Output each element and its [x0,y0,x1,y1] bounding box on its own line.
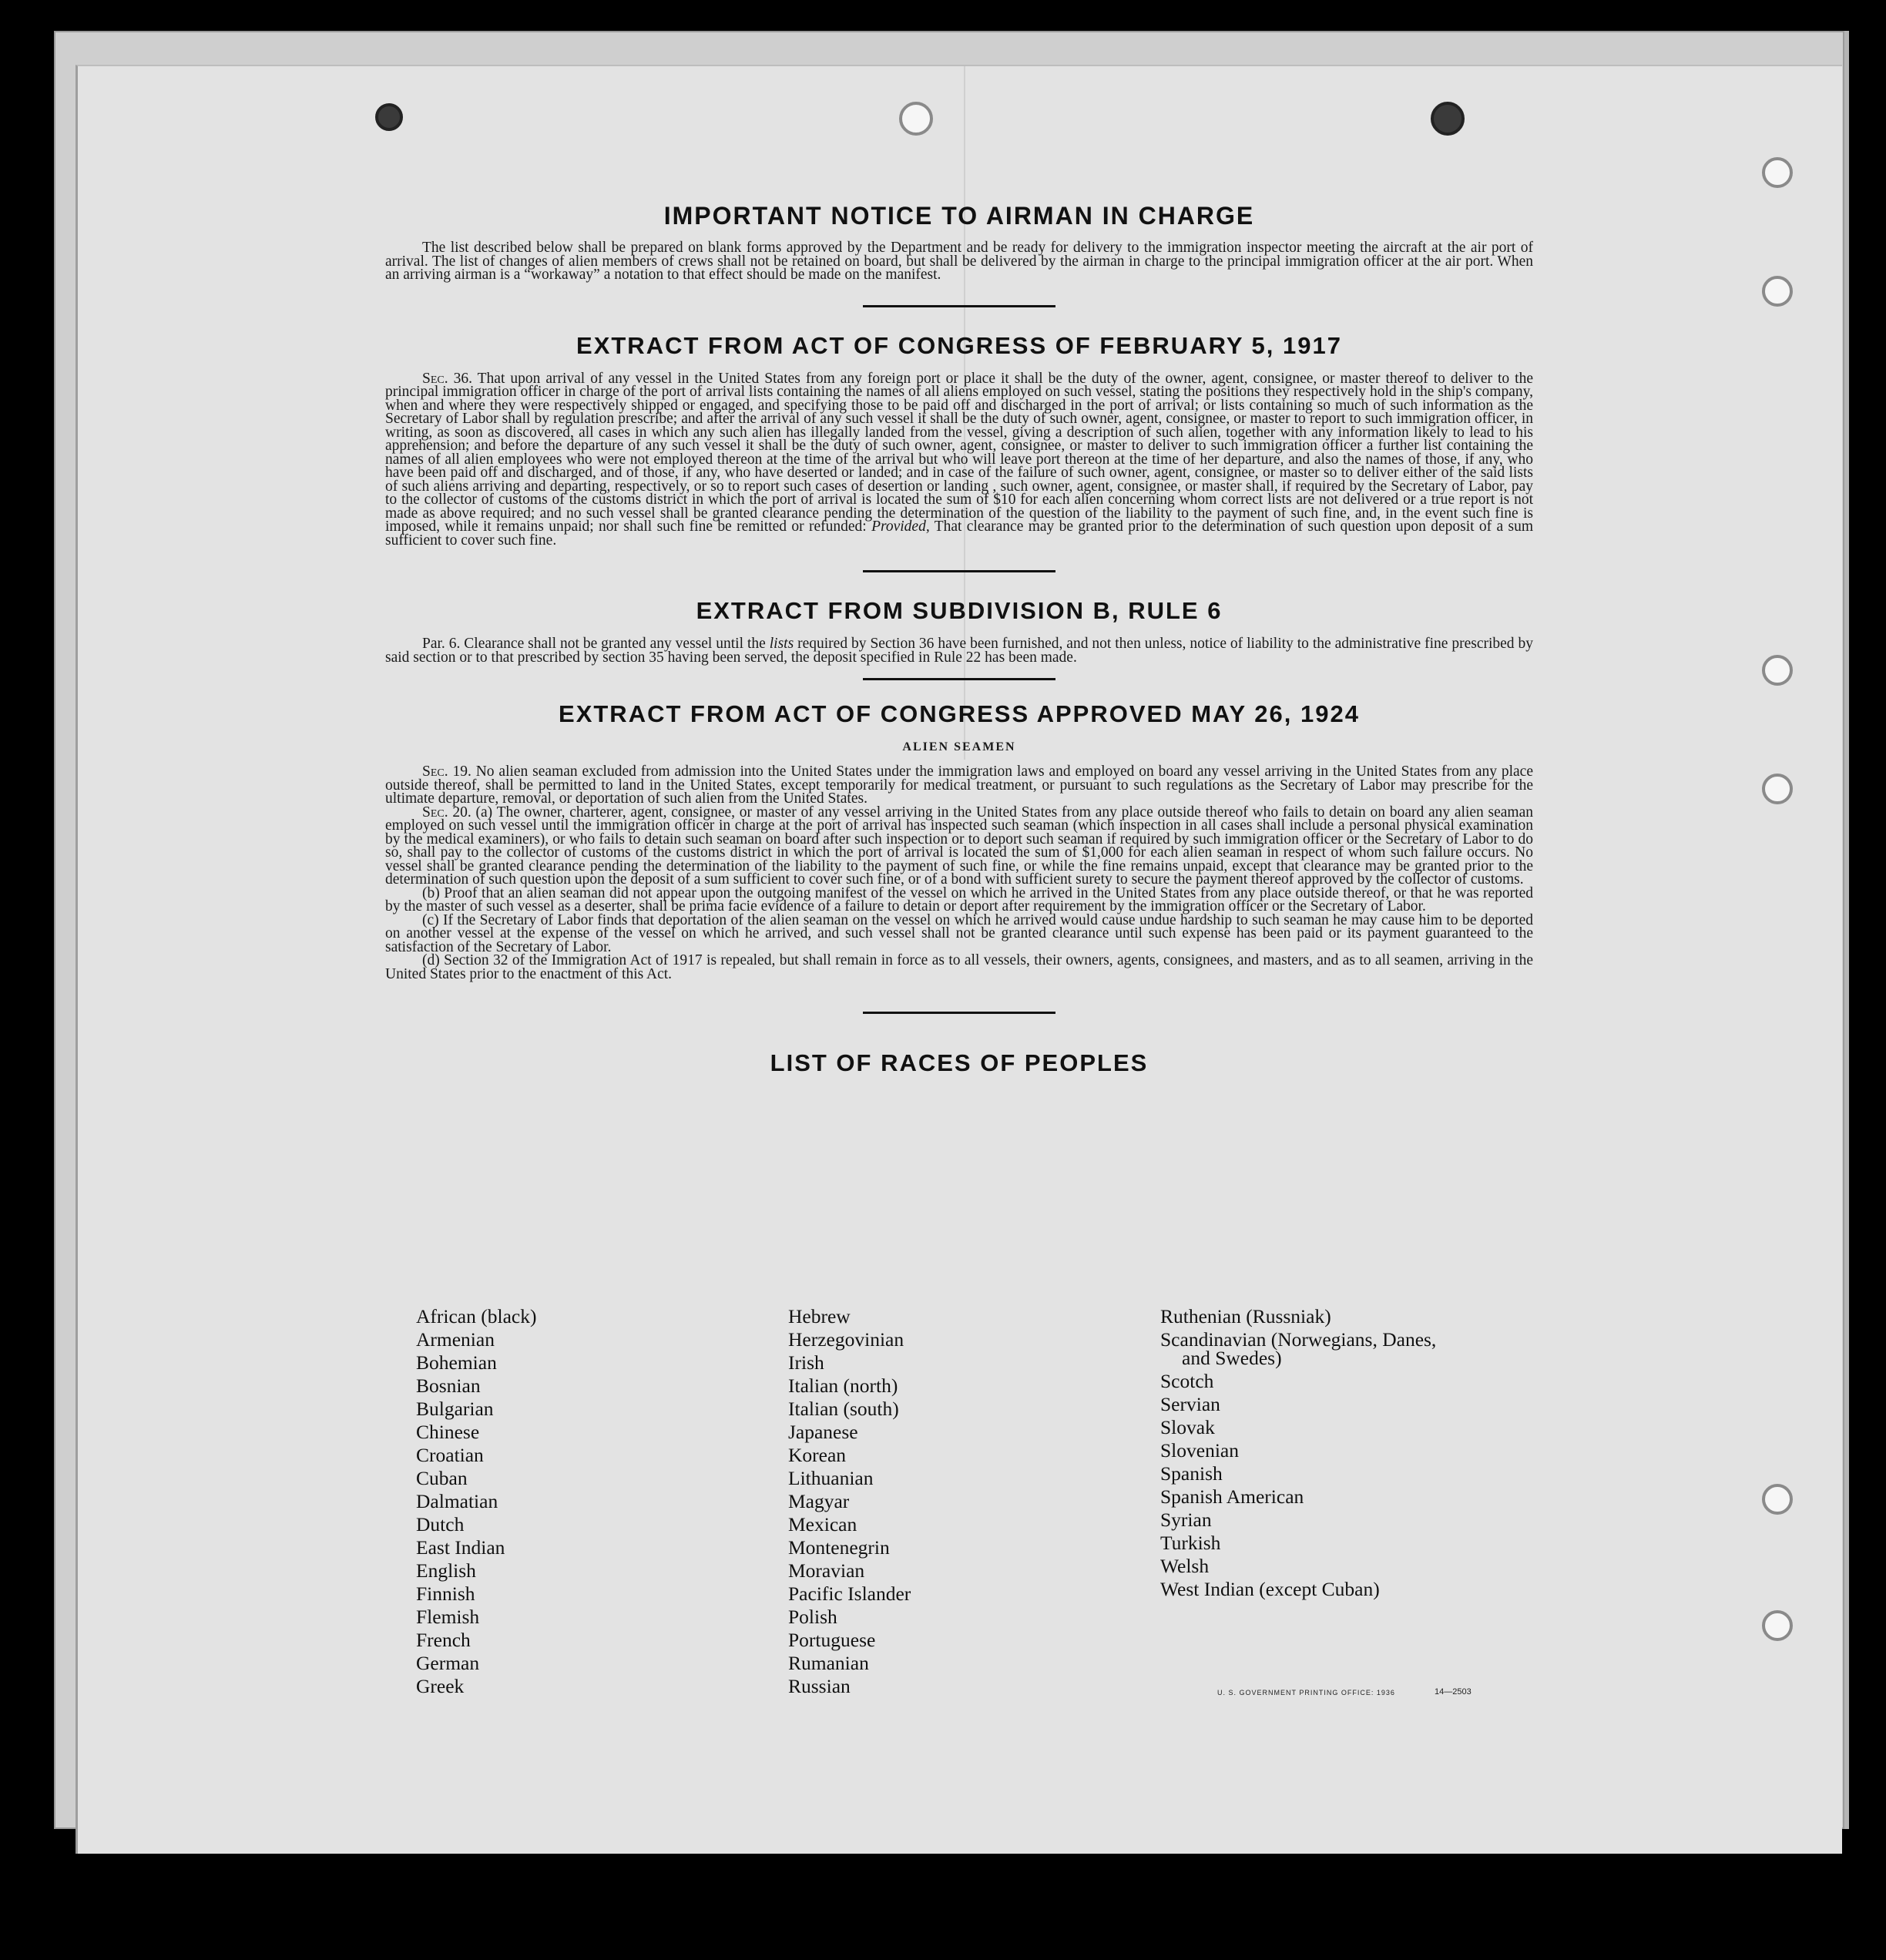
sec-19 [385,765,1533,806]
race-item: Korean [788,1444,847,1466]
race-item: Cuban [416,1467,468,1489]
race-item: Slovak [1160,1416,1215,1438]
race-item: West Indian (except Cuban) [1160,1578,1380,1600]
punch-hole-icon [1762,1610,1793,1641]
race-item: Polish [788,1606,837,1628]
rule-6-text-a: Par. 6. Clearance shall not be granted any vessel until the [422,636,770,652]
punch-hole-icon [1762,157,1793,188]
race-item: French [416,1629,471,1651]
sec-20a-text: (a) The owner, charterer, agent, consignee, or master of any vessel arriving in the United States from any place outside thereof who fails to detain on board any alien seaman employed on such vessel until the immigration officer in charge at the port of arrival has inspected such seaman (which inspection in all cases shall include a personal physical examination by the medical examiners), or who fails to detain such seaman on board after such inspection or to deport such seaman if required by such immigration officer or the Secretary of Labor to do so, shall pay to the collector of customs of the customs district in which the port of arrival is located the sum of $1,000 for each alien seaman in respect of whom such failure occurs. No vessel shall be granted clearance pending the determination of the liability to the payment of such fine, or while the fine remains unpaid, except that clearance may be granted prior to the determination of such question upon the deposit of a sum sufficient to cover such fine, or of a bond with sufficient surety to secure the payment thereof approved by the collector of customs. [385,804,1533,888]
race-item: Pacific Islander [788,1582,911,1605]
sec-20c: (c) If the Secretary of Labor finds that deportation of the alien seaman on the vessel on which he arrived would cause undue hardship to such seaman he may cause him to be deported on another vessel at the expense of the vessel on which he arrived, and such vessel shall not be granted clearance until such expense has been paid or its payment guaranteed to the satisfaction of the Secretary of Labor. [385,911,1533,955]
sec-20b: (b) Proof that an alien seaman did not appear upon the outgoing manifest of the vessel on which he arrived in the United States from any place outside thereof, or that he was reported by the master of such vessel as a deserter, shall be prima facie evidence of a failure to detain or deport after requirement by the immigration officer or the Secretary of Labor. [385,884,1533,915]
race-item: Montenegrin [788,1536,890,1559]
race-item: Spanish American [1160,1485,1304,1508]
act-1917-sec36 [385,372,1533,548]
race-item: East Indian [416,1536,505,1559]
sec-20-label: Sec. 20. [422,804,472,821]
divider [863,1012,1055,1014]
race-item: Spanish [1160,1462,1223,1485]
alien-seamen-subtitle: ALIEN SEAMEN [902,740,1016,753]
race-item: Finnish [416,1582,475,1605]
race-item: Magyar [788,1490,850,1512]
race-item: Irish [788,1351,824,1374]
race-item: Flemish [416,1606,480,1628]
race-item: Mexican [788,1513,857,1535]
rule-6-text [385,637,1533,664]
races-column-1 [416,1305,788,1698]
race-item: Syrian [1160,1509,1212,1531]
race-item: Japanese [788,1421,858,1443]
race-item: Bosnian [416,1374,481,1397]
punch-hole-icon [1762,655,1793,686]
race-item: Ruthenian (Russniak) [1160,1305,1331,1327]
race-item: Italian (north) [788,1374,898,1397]
race-item: Herzegovinian [788,1328,904,1351]
punch-hole-icon [1762,1484,1793,1515]
punch-hole-icon [1762,276,1793,307]
race-item: Slovenian [1160,1439,1239,1462]
race-item: Croatian [416,1444,484,1466]
divider [863,305,1055,307]
race-item: Armenian [416,1328,495,1351]
sec-20a [385,806,1533,887]
race-item: Turkish [1160,1532,1221,1554]
rule-6-text-b: required by Section 36 have been furnished, and not then unless, notice of liability to the administrative fine prescribed by said section or to that prescribed by section 35 having been served, the deposit specified in Rule 22 has been made. [385,636,1533,666]
races-list [416,1305,1549,1698]
race-item: Rumanian [788,1652,869,1674]
sec-36-text: That upon arrival of any vessel in the United States from any foreign port or place it shall be the duty of the owner, agent, consignee, or master thereof to deliver to the principal immigration officer in charge of the port of arrival lists containing the names of all aliens employed on such vessel, stating the positions they respectively hold in the ship's company, when and where they were respectively shipped or engaged, and specifying those to be paid off and discharged in the port of arrival; or lists containing so much of such information as the Secretary of Labor shall by regulation prescribe; and after the arrival of any such vessel it shall be the duty of such owner, agent, consignee, or master to report to such immigration officer, in writing, as soon as discovered, all cases in which any such alien has illegally landed from the vessel, giving a description of such alien, together with any information likely to lead to his apprehension; and before the departure of any such vessel it shall be the duty of such owner, agent, consignee, or master to deliver to such immigration officer a further list containing the names of all alien employees who were not employed thereon at the time of the arrival but who will leave port thereon at the time of her departure, and also the names of those, if any, who have been paid off and discharged, and of those, if any, who have deserted or landed; and in case of the failure of such owner, agent, consignee, or master so to deliver either of the said lists of such aliens arriving and departing, respectively, or so to report such cases of desertion or landing , such owner, agent, consignee, or master shall, if required by the Secretary of Labor, pay to the collector of customs of the customs district in which the port of arrival is located the sum of $10 for each alien concerning whom correct lists are not delivered or a true report is not made as above required; and no such vessel shall be granted clearance pending the determination of the question of the liability to the payment of such fine, and, in the event such fine is imposed, while it remains unpaid; nor shall such fine be remitted or refunded: [385,370,1533,535]
race-item: Scotch [1160,1370,1214,1392]
sec-20d: (d) Section 32 of the Immigration Act of 1917 is repealed, but shall remain in force as to all vessels, their owners, agents, consignees, and masters, and as to all seamen, arriving in the United States prior to the enactment of this Act. [385,952,1533,982]
race-item: Moravian [788,1559,865,1582]
race-item: Italian (south) [788,1398,899,1420]
race-item: Chinese [416,1421,480,1443]
divider [863,678,1055,680]
race-item: Scandinavian (Norwegians, Danes, [1160,1328,1437,1351]
notice-title: IMPORTANT NOTICE TO AIRMAN IN CHARGE [663,202,1255,230]
sec-19-text: No alien seaman excluded from admission into the United States under the immigration laws and employed on board any vessel arriving in the United States from any place outside thereof, shall be permitted to land in the United States, except temporarily for medical treatment, or pursuant to such regulations as the Secretary of Labor may prescribe for the ultimate departure, removal, or deportation of such alien from the United States. [385,764,1533,807]
rule-6-title: EXTRACT FROM SUBDIVISION B, RULE 6 [696,597,1223,624]
race-item: Russian [788,1675,851,1697]
divider [863,570,1055,572]
race-item: Portuguese [788,1629,876,1651]
race-item: German [416,1652,480,1674]
act-1924-title: EXTRACT FROM ACT OF CONGRESS APPROVED MAY 26, 1924 [559,700,1360,727]
lists-term: lists [769,636,794,652]
race-item: and Swedes) [1182,1347,1282,1369]
race-item: Bohemian [416,1351,497,1374]
sec-36-text-end: That clearance may be granted prior to the determination of such question upon deposit of a sum sufficient to cover such fine. [385,519,1533,549]
race-item: Servian [1160,1393,1220,1415]
races-column-3 [1160,1305,1532,1698]
race-item: Bulgarian [416,1398,494,1420]
race-item: Lithuanian [788,1467,874,1489]
race-item: African (black) [416,1305,537,1327]
form-number: 14—2503 [1435,1687,1472,1697]
race-item: Hebrew [788,1305,851,1327]
document-body [385,116,1533,1089]
sec-36-label: Sec. 36. [422,370,472,387]
provided-term: Provided, [871,519,930,535]
races-column-2 [788,1305,1160,1698]
race-item: Dalmatian [416,1490,498,1512]
race-item: English [416,1559,476,1582]
notice-text: The list described below shall be prepared on blank forms approved by the Department and be ready for delivery to the immigration inspector meeting the aircraft at the air port of arrival. The list of changes of alien members of crews shall not be retained on board, but shall be delivered by the airman in charge to the principal immigration officer at the air port. When an arriving airman is a “workaway” a notation to that effect should be made on the manifest. [385,240,1533,283]
race-item: Welsh [1160,1555,1210,1577]
act-1917-title: EXTRACT FROM ACT OF CONGRESS OF FEBRUARY 5, 1917 [576,331,1342,359]
races-title: LIST OF RACES OF PEOPLES [770,1049,1149,1076]
race-item: Dutch [416,1513,465,1535]
punch-hole-icon [1762,774,1793,804]
race-item: Greek [416,1675,465,1697]
sec-19-label: Sec. 19. [422,764,472,780]
printer-imprint: U. S. GOVERNMENT PRINTING OFFICE: 1936 [1217,1689,1395,1697]
